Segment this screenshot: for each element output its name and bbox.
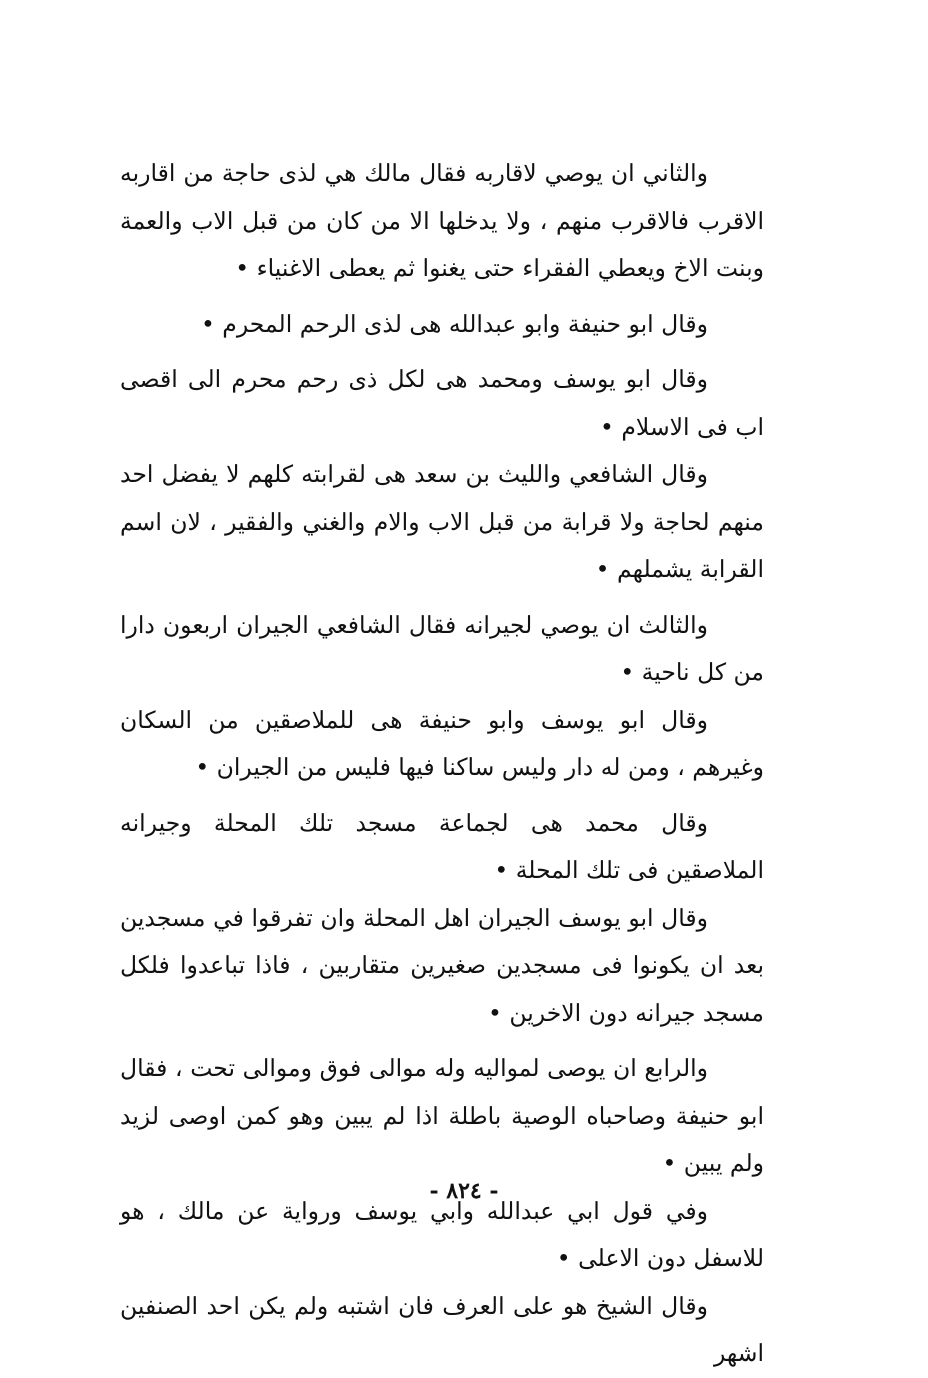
paragraph-7: وقال محمد هى لجماعة مسجد تلك المحلة وجيرانه الملاصقين فى تلك المحلة •	[120, 808, 764, 884]
paragraph-5: والثالث ان يوصي لجيرانه فقال الشافعي الجيران اربعون دارا من كل ناحية •	[120, 610, 764, 686]
paragraph-10: وفي قول ابي عبدالله وابي يوسف ورواية عن مالك ، هو للاسفل دون الاعلى •	[120, 1196, 764, 1272]
paragraph-4: وقال الشافعي والليث بن سعد هى لقرابته كلهم لا يفضل احد منهم لحاجة ولا قرابة من قبل الاب والام والغني والفقير ، لان اسم القرابة يشملهم •	[120, 460, 764, 583]
paragraph-2: وقال ابو حنيفة وابو عبدالله هى لذى الرحم المحرم •	[200, 309, 708, 338]
page-number: - ٨٢٤ -	[429, 1178, 499, 1204]
paragraph-1: والثاني ان يوصي لاقاربه فقال مالك هي لذى حاجة من اقاربه الاقرب فالاقرب منهم ، ولا يدخلها الا من كان من قبل الاب والعمة وبنت الاخ ويعطي الفقراء حتى يغنوا ثم يعطى الاغنياء •	[120, 159, 764, 282]
paragraph-8: وقال ابو يوسف الجيران اهل المحلة وان تفرقوا في مسجدين بعد ان يكونوا فى مسجدين صغيرين متقاربين ، فاذا تباعدوا فلكل مسجد جيرانه دون الاخرين •	[120, 903, 764, 1027]
paragraph-6: وقال ابو يوسف وابو حنيفة هى للملاصقين من السكان وغيرهم ، ومن له دار وليس ساكنا فيها فليس من الجيران •	[120, 705, 764, 781]
paragraph-11: وقال الشيخ هو على العرف فان اشتبه ولم يكن احد الصنفين اشهر	[120, 1291, 764, 1367]
paragraph-9: والرابع ان يوصى لمواليه وله موالى فوق وموالى تحت ، فقال ابو حنيفة وصاحباه الوصية باطلة اذا لم يبين وهو كمن اوصى لزيد ولم يبين •	[120, 1054, 764, 1177]
paragraph-3: وقال ابو يوسف ومحمد هى لكل ذى رحم محرم الى اقصى اب فى الاسلام •	[120, 365, 764, 441]
